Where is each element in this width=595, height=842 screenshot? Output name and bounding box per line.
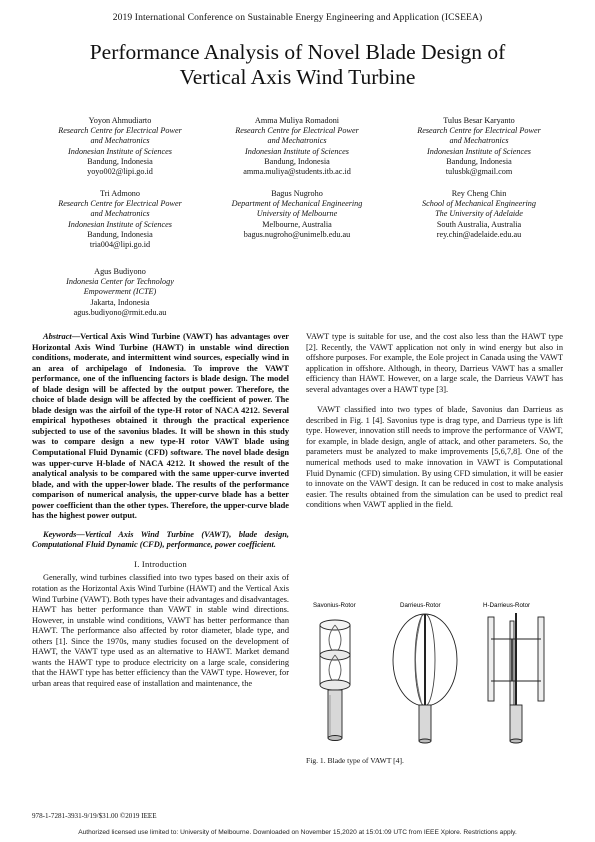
figure-label-darrieus: Darrieus-Rotor bbox=[400, 602, 441, 609]
author-email: yoyo002@lipi.go.id bbox=[87, 167, 153, 177]
figure-label-savonius: Savonius-Rotor bbox=[313, 602, 356, 609]
author-email: bagus.nugroho@unimelb.edu.au bbox=[243, 229, 351, 239]
author-affiliation: Indonesian Institute of Sciences bbox=[427, 146, 531, 156]
author-affiliation: and Mechatronics bbox=[90, 136, 150, 146]
author-affiliation: and Mechatronics bbox=[267, 136, 327, 146]
title-line-1: Performance Analysis of Novel Blade Design of bbox=[89, 40, 506, 64]
author-affiliation: Department of Mechanical Engineering bbox=[231, 199, 363, 209]
author-affiliation: Empowerment (ICTE) bbox=[83, 287, 157, 297]
author-affiliation: The University of Adelaide bbox=[435, 209, 523, 219]
left-column bbox=[32, 332, 289, 690]
author-name: Amma Muliya Romadoni bbox=[254, 116, 340, 125]
savonius-rotor-drawing bbox=[320, 620, 350, 741]
author-affiliation: Indonesian Institute of Sciences bbox=[245, 146, 349, 156]
author-6 bbox=[381, 189, 577, 240]
author-location: Melbourne, Australia bbox=[262, 219, 332, 229]
author-affiliation: and Mechatronics bbox=[90, 209, 150, 219]
author-name: Tulus Besar Karyanto bbox=[443, 116, 515, 125]
author-affiliation: Research Centre for Electrical Power bbox=[58, 199, 182, 209]
author-name: Rey Cheng Chin bbox=[451, 189, 507, 198]
figure-1 bbox=[305, 595, 563, 750]
right-column bbox=[306, 332, 563, 511]
author-affiliation: and Mechatronics bbox=[449, 136, 509, 146]
licence-notice: Authorized licensed use limited to: University of Melbourne. Downloaded on November 15,2020 at 15:01:09 UTC from IEEE Xplore. Restrictions apply. bbox=[78, 829, 517, 836]
title-line-2: Vertical Axis Wind Turbine bbox=[179, 65, 416, 89]
author-location: Bandung, Indonesia bbox=[87, 156, 153, 166]
author-affiliation: Indonesian Institute of Sciences bbox=[68, 146, 172, 156]
author-location: Jakarta, Indonesia bbox=[90, 297, 150, 307]
author-affiliation: Indonesia Center for Technology bbox=[66, 277, 174, 287]
conference-header: 2019 International Conference on Sustainable Energy Engineering and Application (ICSEEA) bbox=[112, 12, 483, 23]
author-email: agus.budiyono@rmit.edu.au bbox=[73, 307, 167, 317]
author-5 bbox=[199, 189, 395, 240]
author-affiliation: School of Mechanical Engineering bbox=[422, 199, 536, 209]
author-affiliation: Indonesian Institute of Sciences bbox=[68, 219, 172, 229]
abstract-text: —Vertical Axis Wind Turbine (VAWT) has advantages over Horizontal Axis Wind Turbine (HAWT) in unstable wind direction conditions, moderate, and intermittent wind sources, especially wind in an area of archipelago of Indonesia. To improve the VAWT performance, one of the influencing factors is blade design. The model of blade design will be affected by the output power. Therefore, the choice of blade design will be affected by the coefficient of power. The blade design was the airfoil of the type-H rotor of NACA 4212. Several empirical hypotheses obtained it through the practical experience subjected to use of the savonius blades. It will be shown in this study was to compare design a new type-H rotor VAWT blade using Computational Fluid Dynamic (CFD) software. The novel blade design was upper-curve H-blade of NACA 4212. It showed the result of the analytical analysis to be compared with the same upper-curve inverted blade, and with the upper-lower blade. The results of the performance comparison of numerical analysis, the upper-curve blade has a better power coefficient than the other types. Therefore, the upper-curve blade has the highest power output. bbox=[32, 332, 289, 521]
author-name: Tri Admono bbox=[100, 189, 140, 198]
author-email: tulusbk@gmail.com bbox=[445, 167, 513, 177]
abstract-label: Abstract bbox=[43, 332, 72, 341]
author-7 bbox=[22, 267, 218, 318]
author-location: Bandung, Indonesia bbox=[264, 156, 330, 166]
author-name: Bagus Nugroho bbox=[271, 189, 323, 198]
author-email: tria004@lipi.go.id bbox=[89, 240, 151, 250]
author-affiliation: Research Centre for Electrical Power bbox=[417, 126, 541, 136]
darrieus-rotor-drawing bbox=[393, 614, 457, 743]
author-email: rey.chin@adelaide.edu.au bbox=[436, 229, 522, 239]
keywords-label: Keywords bbox=[43, 529, 77, 539]
section-heading-introduction: I. Introduction bbox=[134, 558, 187, 569]
intro-paragraph: Generally, wind turbines classified into two types based on their axis of rotation as the Horizontal Axis Wind Turbine (HAWT) and the Vertical Axis Wind Turbine (VAWT). Both types have their advantages and disadvantages. HAWT has better performance than VAWT in stable wind directions. However, in unstable wind conditions, VAWT has better performance than HAWT. The performance also affected by rotor diameter, blade type, and others [1]. Since the 1970s, many studies focused on the development of HAWT, the VAWT type used as an alternative to HAWT. Market demand wants the HAWT type to produce electricity on a large scale, considering that the HAWT type has better efficiency than the VAWT type. However, for urban areas that required ease of installation and maintenance, the bbox=[32, 573, 289, 688]
figure-caption: Fig. 1. Blade type of VAWT [4]. bbox=[306, 756, 404, 765]
footer-isbn: 978-1-7281-3931-9/19/$31.00 ©2019 IEEE bbox=[32, 812, 157, 820]
author-1 bbox=[22, 116, 218, 177]
author-email: amma.muliya@students.itb.ac.id bbox=[243, 167, 351, 177]
author-location: South Australia, Australia bbox=[436, 219, 522, 229]
h-darrieus-rotor-drawing bbox=[488, 613, 544, 743]
keywords bbox=[32, 530, 289, 551]
author-affiliation: Research Centre for Electrical Power bbox=[235, 126, 359, 136]
abstract bbox=[32, 332, 289, 522]
author-location: Bandung, Indonesia bbox=[87, 229, 153, 239]
author-affiliation: Research Centre for Electrical Power bbox=[58, 126, 182, 136]
author-affiliation: University of Melbourne bbox=[256, 209, 338, 219]
right-paragraph-1: VAWT type is suitable for use, and the cost also less than the HAWT type [2]. Recently, the VAWT application not only in wind energy but also in offshore purposes. For example, the Eole project in Canada using the VAWT application in offshore. Although, in theory, Darrieus VAWT has a smaller efficiency than HAWT. However, on a large scale, the Darrieus VAWT has several advantages over a HAWT type [3]. bbox=[306, 332, 563, 394]
author-name: Agus Budiyono bbox=[94, 267, 146, 276]
keywords-text: —Vertical Axis Wind Turbine (VAWT), blade design, Computational Fluid Dynamic (CFD), performance, power coefficient. bbox=[32, 529, 289, 550]
author-3 bbox=[381, 116, 577, 177]
author-name: Yoyon Ahmudiarto bbox=[88, 116, 152, 125]
author-4 bbox=[22, 189, 218, 250]
author-location: Bandung, Indonesia bbox=[446, 156, 512, 166]
author-2 bbox=[199, 116, 395, 177]
vawt-blade-types-illustration bbox=[305, 595, 563, 750]
figure-label-h-darrieus: H-Darrieus-Rotor bbox=[483, 602, 531, 609]
right-paragraph-2: VAWT classified into two types of blade, Savonius dan Darrieus as described in Fig. 1 [4]. Savonius type is drag type, and Darrieus type is lift type. However, innovation still needs to improve the performance of VAWT, for example, in blade design, angle of attack, and other parameters. So, the parameters must be analyzed to make improvements [5,6,7,8]. One of the numerical methods used to make innovation in VAWT is Computational Fluid Dynamic (CFD) simulation. By using CFD simulation, it will be easier to innovate on the VAWT design. It can be reduced in cost to make analysis easier. The results obtained from the simulation can be used to predict real conditions when VAWT applied in the field. bbox=[306, 405, 563, 510]
paper-title bbox=[0, 40, 595, 90]
